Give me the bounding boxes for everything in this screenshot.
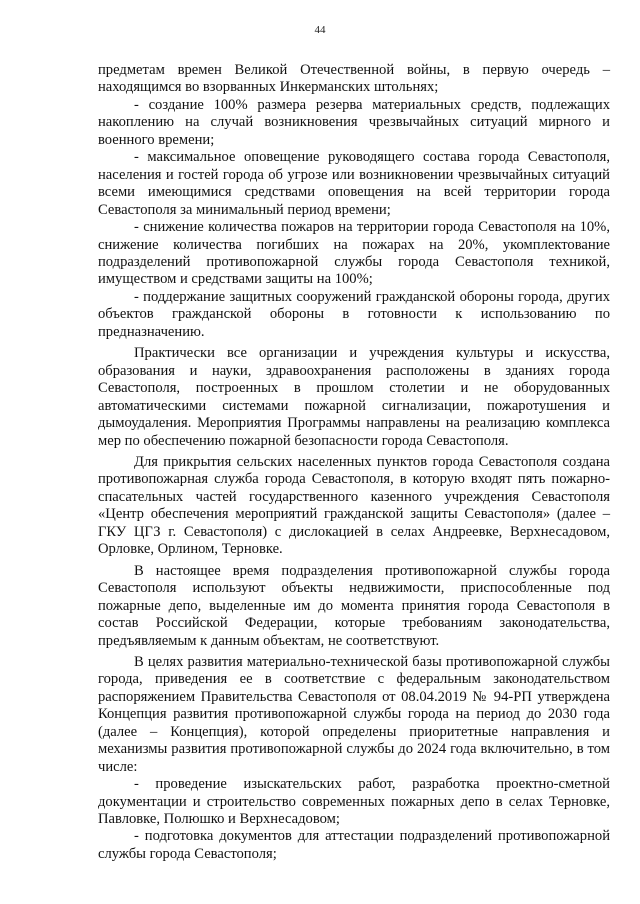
list-item-construction: - проведение изыскательских работ, разработка проектно-сметной документации и строительство современных пожарных депо в селах Терновке, Павловке, Полюшко и Верхнесадовом; <box>98 776 610 828</box>
list-item-certification: - подготовка документов для аттестации подразделений противопожарной службы города Севастополя; <box>98 828 610 862</box>
list-item-reserve: - создание 100% размера резерва материальных средств, подлежащих накоплению на случай возникновения чрезвычайных ситуаций мирного и военного времени; <box>98 96 610 148</box>
paragraph-continuation: предметам времен Великой Отечественной войны, в первую очередь – находящимся во взорванных Инкерманских штольнях; <box>98 62 610 96</box>
paragraph-culture-buildings: Практически все организации и учреждения культуры и искусства, образования и науки, здравоохранения расположены в зданиях города Севастополя, построенных в прошлом столетии и не оборудованных автоматическими системами пожарной сигнализации, пожаротушения и дымоудаления. Мероприятия Программы направлены на реализацию комплекса мер по обеспечению пожарной безопасности города Севастополя. <box>98 345 610 449</box>
list-item-shelters: - поддержание защитных сооружений гражданской обороны города, других объектов гражданской обороны в готовности к использованию по предназначению. <box>98 288 610 340</box>
paragraph-concept: В целях развития материально-технической базы противопожарной службы города, приведения ее в соответствие с федеральным законодательством распоряжением Правительства Севастополя от 08.04.2019 № 94-РП утверждена Концепция развития противопожарной службы города на период до 2030 года (далее – Концепция), которой определены приоритетные направления и механизмы развития противопожарной службы до 2024 года включительно, в том числе: <box>98 653 610 775</box>
page-number: 44 <box>314 24 326 36</box>
paragraph-fire-service: Для прикрытия сельских населенных пунктов города Севастополя создана противопожарная служба города Севастополя, в которую входят пять пожарно-спасательных частей государственного казенного учреждения Севастополя «Центр обеспечения мероприятий гражданской защиты Севастополя» (далее – ГКУ ЦГЗ г. Севастополя) с дислокацией в селах Андреевке, Верхнесадовом, Орловке, Орлином, Терновке. <box>98 453 610 558</box>
list-item-fire-reduction: - снижение количества пожаров на территории города Севастополя на 10%, снижение количества погибших на пожарах на 20%, укомплектование подразделений противопожарной службы города Севастополя техникой, имуществом и средствами защиты на 100%; <box>98 219 610 288</box>
document-body <box>98 62 610 863</box>
paragraph-real-estate: В настоящее время подразделения противопожарной службы города Севастополя используют объекты недвижимости, приспособленные под пожарные депо, выделенные им до момента принятия города Севастополя в состав Российской Федерации, которые требованиям законодательства, предъявляемым к данным объектам, не соответствуют. <box>98 562 610 649</box>
list-item-notification: - максимальное оповещение руководящего состава города Севастополя, населения и гостей города об угрозе или возникновении чрезвычайных ситуаций всеми имеющимися средствами оповещения на всей территории города Севастополя за минимальный период времени; <box>98 149 610 218</box>
